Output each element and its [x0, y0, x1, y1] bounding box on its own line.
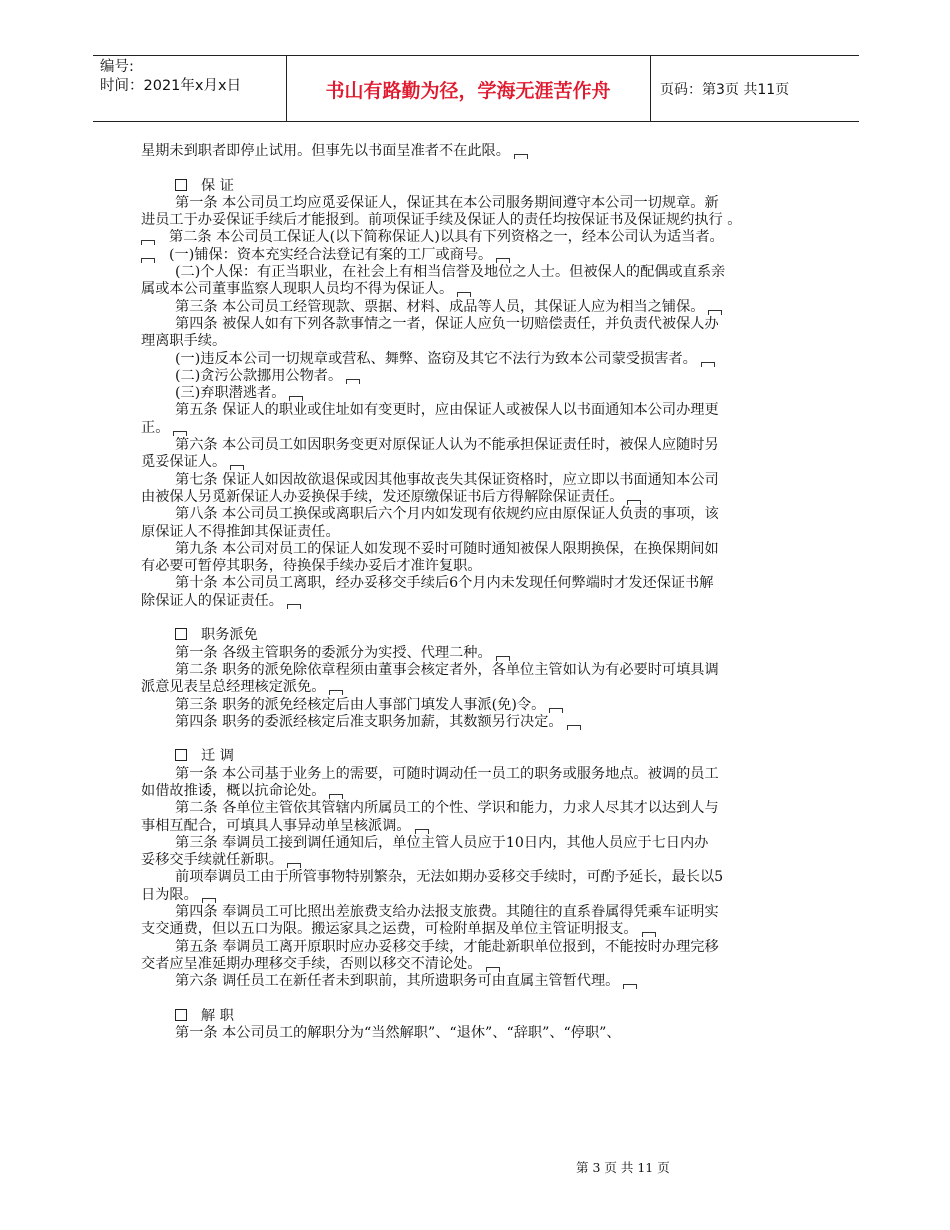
text-line: 第五条 奉调员工离开原职时应办妥移交手续，才能赴新职单位报到，不能按时办理完移: [175, 938, 719, 955]
text-line: 如借故推诿，概以抗命论处。: [141, 783, 811, 800]
text-line: 觅妥保证人。: [141, 454, 811, 471]
paragraph-mark-icon: [202, 898, 216, 903]
text-line: 第一条 本公司员工均应觅妥保证人，保证其在本公司服务期间遵守本公司一切规章。新: [175, 194, 719, 211]
text-line: 正。: [141, 420, 811, 437]
paragraph-mark-icon: [549, 708, 563, 713]
header-motto: 书山有路勤为径，学海无涯苦作舟: [325, 80, 611, 102]
number-label: 编号:: [100, 59, 134, 75]
paragraph-mark-icon: [346, 379, 360, 384]
paragraph-mark-icon: [289, 396, 303, 401]
text-line: (二)个人保：有正当职业，在社会上有相当信誉及地位之人士。但被保人的配偶或直系亲: [175, 264, 726, 281]
paragraph-mark-icon: [623, 984, 637, 989]
text-line: 有必要可暂停其职务，待换保手续办妥后才准许复职。: [141, 558, 482, 575]
text-line: 第二条 各单位主管依其管辖内所属员工的个性、学识和能力，力求人尽其才以达到人与: [175, 800, 719, 817]
text-line: 第四条 职务的委派经核定后准支职务加薪，其数额另行决定。: [141, 714, 811, 731]
paragraph-mark-icon: [496, 258, 510, 263]
paragraph-mark-icon: [173, 431, 187, 436]
text-line: 第七条 保证人如因故欲退保或因其他事故丧失其保证资格时，应立即以书面通知本公司: [175, 471, 719, 488]
time-label: 时间：2021年x月x日: [100, 78, 242, 94]
text-line: 第八条 本公司员工换保或离职后六个月内如发现有依规约应由原保证人负责的事项，该: [175, 506, 719, 523]
header-bottom-rule: [93, 121, 859, 122]
checkbox-square-icon: [175, 749, 187, 761]
paragraph-mark-icon: [329, 690, 343, 695]
paragraph-mark-icon: [496, 656, 510, 661]
text-line: 第一条 本公司基于业务上的需要，可随时调动任一员工的职务或服务地点。被调的员工: [175, 765, 719, 782]
paragraph-mark-icon: [567, 725, 581, 730]
text-line: 第六条 本公司员工如因职务变更对原保证人认为不能承担保证责任时，被保人应随时另: [175, 437, 719, 454]
text-line: (二)贪污公款挪用公物者。: [141, 368, 811, 385]
text-line: 第三条 职务的派免经核定后由人事部门填发人事派(免)令。: [141, 697, 811, 714]
text-line: 星期未到职者即停止试用。但事先以书面呈准者不在此限。: [141, 143, 811, 160]
paragraph-mark-icon: [287, 604, 301, 609]
section-heading: 解 职: [141, 1008, 811, 1025]
paragraph-mark-icon: [230, 465, 244, 470]
text-line: (一)铺保：资本充实经合法登记有案的工厂或商号。: [141, 247, 811, 264]
paragraph-mark-icon: [701, 362, 715, 367]
text-line: 第四条 被保人如有下列各款事情之一者，保证人应负一切赔偿责任，并负责代被保人办: [175, 315, 719, 332]
section-heading: 保 证: [141, 178, 811, 195]
paragraph-mark-icon: [141, 240, 155, 245]
text-line: 交者应呈准延期办理移交手续，否则以移交不清论处。: [141, 956, 811, 973]
text-line: 第二条 职务的派免除依章程须由董事会核定者外，各单位主管如认为有必要时可填具调: [175, 661, 719, 678]
paragraph-mark-icon: [141, 258, 155, 263]
text-line: 第三条 本公司员工经管现款、票据、材料、成品等人员，其保证人应为相当之铺保。: [141, 299, 811, 316]
text-line: 前项奉调员工由于所管事物特别繁杂，无法如期办妥移交手续时，可酌予延长，最长以5: [175, 869, 724, 886]
paragraph-mark-icon: [415, 829, 429, 834]
section-heading: 职务派免: [141, 627, 811, 644]
text-line: (一)违反本公司一切规章或营私、舞弊、盗窃及其它不法行为致本公司蒙受损害者。: [141, 351, 811, 368]
text-line: 第十条 本公司员工离职，经办妥移交手续后6个月内未发现任何弊端时才发还保证书解: [175, 575, 714, 592]
document-body: [141, 143, 811, 1042]
text-line: 进员工于办妥保证手续后才能报到。前项保证手续及保证人的责任均按保证书及保证规约执行 。: [141, 212, 742, 229]
text-line: 第六条 调任员工在新任者未到职前，其所遗职务可由直属主管暂代理。: [141, 973, 811, 990]
header-top-rule: [93, 55, 859, 56]
page-footer: 第 3 页 共 11 页: [576, 1160, 670, 1175]
header-page-label: 页码：第3页 共11页: [660, 82, 790, 98]
text-line: 第四条 奉调员工可比照出差旅费支给办法报支旅费。其随往的直系眷属得凭乘车证明实: [175, 904, 719, 921]
header-meta: [100, 58, 241, 96]
paragraph-mark-icon: [329, 794, 343, 799]
paragraph-mark-icon: [708, 310, 722, 315]
text-line: 原保证人不得推卸其保证责任。: [141, 523, 340, 540]
text-line: 支交通费，但以五口为限。搬运家具之运费，可检附单据及单位主管证明报支。: [141, 921, 811, 938]
text-line: 第二条 本公司员工保证人(以下简称保证人)以具有下列资格之一，经本公司认为适当者。: [141, 229, 811, 246]
text-line: 第九条 本公司对员工的保证人如发现不妥时可随时通知被保人限期换保，在换保期间如: [175, 540, 719, 557]
text-line: 事相互配合，可填具人事异动单呈核派调。: [141, 818, 811, 835]
paragraph-mark-icon: [514, 154, 528, 159]
checkbox-square-icon: [175, 628, 187, 640]
paragraph-mark-icon: [486, 967, 500, 972]
paragraph-mark-icon: [642, 932, 656, 937]
text-line: (三)弃职潜逃者。: [141, 385, 811, 402]
text-line: 第一条 本公司员工的解职分为“当然解职”、“退休”、“辞职”、“停职”、: [175, 1025, 621, 1042]
header-divider-right: [650, 55, 651, 121]
paragraph-mark-icon: [287, 863, 301, 868]
text-line: 理离职手续。: [141, 333, 227, 350]
text-line: 派意见表呈总经理核定派免。: [141, 679, 811, 696]
text-line: 由被保人另觅新保证人办妥换保手续，发还原缴保证书后方得解除保证责任。: [141, 489, 811, 506]
text-line: 妥移交手续就任新职。: [141, 852, 811, 869]
text-line: 属或本公司董事监察人现职人员均不得为保证人。: [141, 281, 811, 298]
text-line: 第五条 保证人的职业或住址如有变更时，应由保证人或被保人以书面通知本公司办理更: [175, 402, 719, 419]
checkbox-square-icon: [175, 1009, 187, 1021]
text-line: 除保证人的保证责任。: [141, 593, 811, 610]
page-header: [93, 55, 859, 122]
text-line: 第一条 各级主管职务的委派分为实授、代理二种。: [141, 645, 811, 662]
paragraph-mark-icon: [457, 292, 471, 297]
text-line: 日为限。: [141, 887, 811, 904]
section-heading: 迁 调: [141, 748, 811, 765]
paragraph-mark-icon: [627, 500, 641, 505]
checkbox-square-icon: [175, 179, 187, 191]
text-line: 第三条 奉调员工接到调任通知后，单位主管人员应于10日内，其他人员应于七日内办: [175, 834, 709, 851]
